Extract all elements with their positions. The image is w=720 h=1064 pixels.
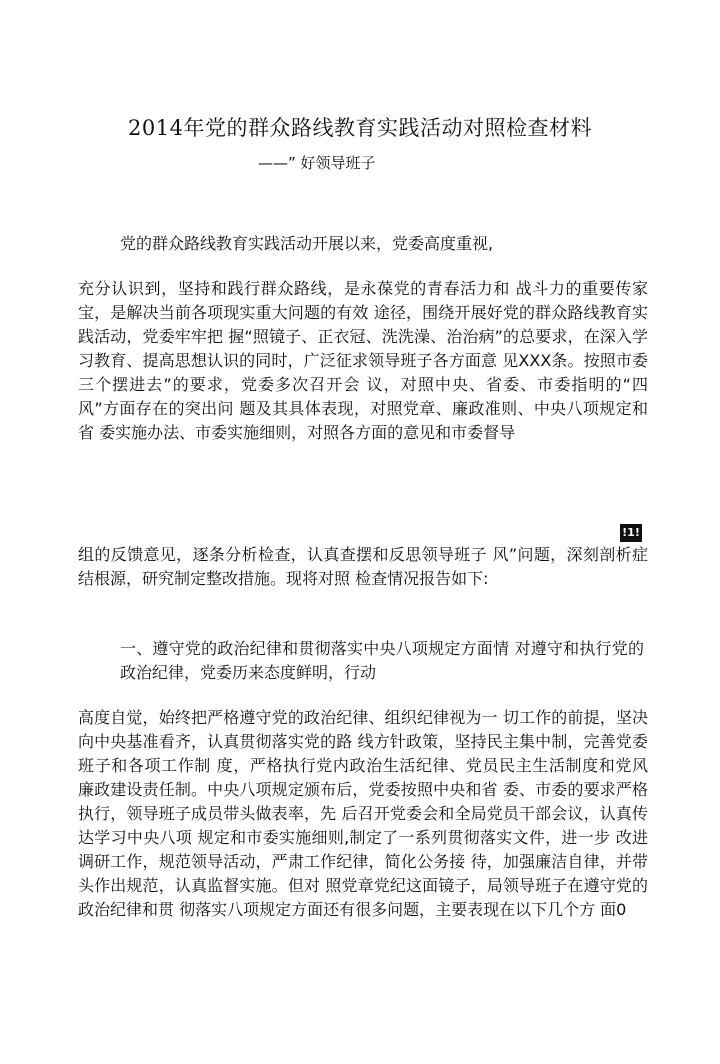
section-heading-1: 一、遵守党的政治纪律和贯彻落实中央八项规定方面情 对遵守和执行党的政治纪律，党委历来态度鲜明，行动 bbox=[120, 639, 644, 682]
paragraph-feedback: 组的反馈意见，逐条分析检查，认真查摆和反思领导班子 风”问题，深刻剖析症结根源，研究制定整改措施。现将对照 检查情况报告如下: bbox=[78, 545, 648, 588]
paragraph-discipline: 高度自觉，始终把严格遵守党的政治纪律、组织纪律视为一 切工作的前提，坚决向中央基准看齐，认真贯彻落实党的路 线方针政策，坚持民主集中制，完善党委班子和各项工作制 度，严格执行党内政治生活纪律、党员民主生活制度和党风 廉政建设责任制。中央八项规定颁布后，党委按照中央和省 委、市委的要求严格执行，领导班子成员带头做表率，先 后召开党委会和全局党员干部会议，认真传达学习中央八项 规定和市委实施细则,制定了一系列贯彻落实文件，进一步 改进调研工作，规范领导活动，严肃工作纪律，简化公务接 待，加强廉洁自律，并带头作出规范，认真监督实施。但对 照党章党纪这面镜子，局领导班子在遵守党的政治纪律和贯 彻落实八项规定方面还有很多问题，主要表现在以下几个方 面0 bbox=[78, 708, 648, 919]
document-title: 2014年党的群众路线教育实践活动对照检查材料 bbox=[128, 116, 592, 140]
page-marker: !1! bbox=[620, 524, 642, 542]
paragraph-awareness: 充分认识到，坚持和践行群众路线，是永葆党的青春活力和 战斗力的重要传家宝，是解决当前各项现实重大问题的有效 途径，围绕开展好党的群众路线教育实践活动，党委牢牢把 握“照镜子、正衣冠、洗洗澡、治治病”的总要求，在深入学 习教育、提高思想认识的同时，广泛征求领导班子各方面意 见XXX条。按照市委三个摆进去”的要求，党委多次召开会 议，对照中央、省委、市委指明的“四风”方面存在的突出问 题及其具体表现，对照党章、廉政准则、中央八项规定和省 委实施办法、市委实施细则，对照各方面的意见和市委督导 bbox=[78, 279, 648, 442]
paragraph-intro: 党的群众路线教育实践活动开展以来，党委高度重视, bbox=[120, 234, 494, 253]
document-subtitle: ——” 好领导班子 bbox=[258, 154, 376, 172]
